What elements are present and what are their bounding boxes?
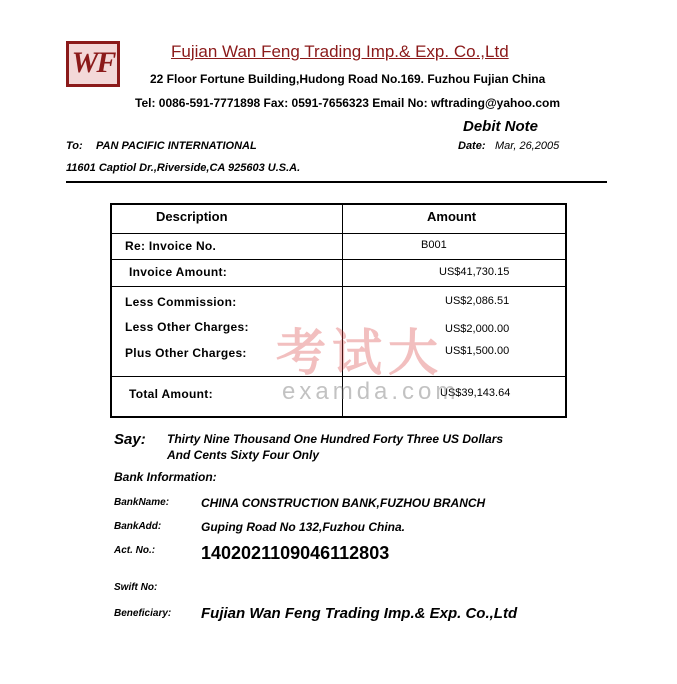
row-desc-plus-charges: Plus Other Charges: <box>125 346 247 360</box>
table-header-description: Description <box>156 209 228 224</box>
bank-address-value: Guping Road No 132,Fuzhou China. <box>201 520 405 534</box>
company-contact: Tel: 0086-591-7771898 Fax: 0591-7656323 Email No: wftrading@yahoo.com <box>135 96 561 110</box>
table-row-divider <box>110 233 567 234</box>
document-title: Debit Note <box>463 118 538 135</box>
row-amount-invoice-no: B001 <box>421 239 447 251</box>
company-name: Fujian Wan Feng Trading Imp.& Exp. Co.,Ltd <box>171 42 509 61</box>
row-amount-less-charges: US$2,000.00 <box>445 323 510 335</box>
bank-info-heading: Bank Information: <box>114 470 217 484</box>
row-amount-total: US$39,143.64 <box>440 387 511 399</box>
row-desc-invoice-no: Re: Invoice No. <box>125 239 217 253</box>
date-value: Mar, 26,2005 <box>495 140 560 152</box>
amount-in-words-line1: Thirty Nine Thousand One Hundred Forty Three US Dollars <box>167 432 504 446</box>
account-number-value: 1402021109046112803 <box>201 543 390 563</box>
row-desc-commission: Less Commission: <box>125 295 237 309</box>
table-row-divider <box>110 259 567 260</box>
watermark-chinese: 考试大 <box>276 325 444 381</box>
logo-text: WF <box>71 46 115 79</box>
company-address: 22 Floor Fortune Building,Hudong Road No.169. Fuzhou Fujian China <box>150 72 546 86</box>
date-label: Date: <box>458 140 486 152</box>
say-label: Say: <box>114 431 146 448</box>
company-logo <box>66 41 120 87</box>
to-label: To: <box>66 140 83 152</box>
table-header-amount: Amount <box>427 209 477 224</box>
beneficiary-value: Fujian Wan Feng Trading Imp.& Exp. Co.,Ltd <box>201 605 518 622</box>
amount-in-words-line2: And Cents Sixty Four Only <box>167 448 320 462</box>
row-amount-invoice-amount: US$41,730.15 <box>439 266 510 278</box>
recipient-name: PAN PACIFIC INTERNATIONAL <box>96 140 257 152</box>
beneficiary-label: Beneficiary: <box>114 608 172 619</box>
table-row-divider <box>110 286 567 287</box>
header-divider <box>66 181 607 183</box>
row-amount-commission: US$2,086.51 <box>445 295 510 307</box>
row-desc-less-charges: Less Other Charges: <box>125 320 249 334</box>
account-number-label: Act. No.: <box>114 545 156 556</box>
bank-address-label: BankAdd: <box>114 521 162 532</box>
row-desc-invoice-amount: Invoice Amount: <box>129 265 228 279</box>
watermark-examda: examda.com <box>282 378 460 405</box>
recipient-address: 11601 Captiol Dr.,Riverside,CA 925603 U.S.A. <box>66 162 301 174</box>
bank-name-value: CHINA CONSTRUCTION BANK,FUZHOU BRANCH <box>201 496 486 510</box>
row-desc-total: Total Amount: <box>129 387 213 401</box>
bank-name-label: BankName: <box>114 497 170 508</box>
row-amount-plus-charges: US$1,500.00 <box>445 345 510 357</box>
swift-label: Swift No: <box>114 582 158 593</box>
